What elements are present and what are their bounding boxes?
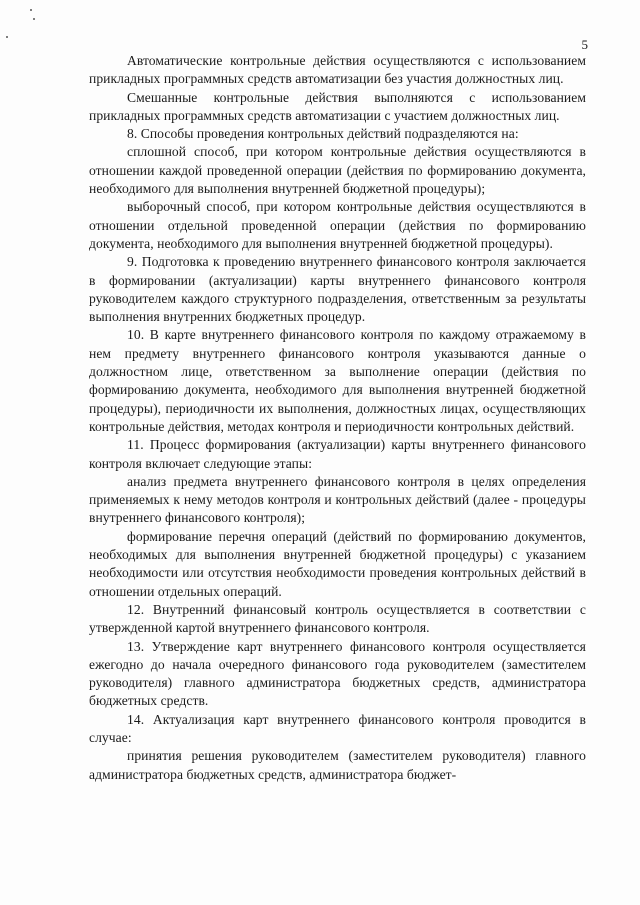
paragraph: Автоматические контрольные действия осуществляются с использованием прикладных программных средств автоматизации без участия должностных лиц. [89, 53, 586, 87]
paragraph: формирование перечня операций (действий по формированию документов, необходимых для выполнения внутренней бюджетной процедуры) с указанием необходимости или отсутствия необходимости проведения контрольных действий в отношении отдельных операций. [89, 528, 586, 599]
paragraph: 13. Утверждение карт внутреннего финансового контроля осуществляется ежегодно до начала очередного финансового года руководителем (заместителем руководителя) главного администратора бюджетных средств, администратора бюджетных средств. [89, 638, 586, 709]
paragraph: 14. Актуализация карт внутреннего финансового контроля проводится в случае: [89, 711, 586, 745]
page-number: 5 [581, 37, 588, 52]
paragraph: принятия решения руководителем (заместителем руководителя) главного администратора бюджетных средств, администратора бюджет- [89, 748, 586, 782]
scan-speck [30, 9, 32, 11]
paragraph: выборочный способ, при котором контрольные действия осуществляются в отношении отдельной проведенной операции (действия по формированию документа, необходимого для выполнения внутренней бюджетной процедуры). [89, 199, 586, 251]
paragraph: Смешанные контрольные действия выполняются с использованием прикладных программных средств автоматизации с участием должностных лиц. [89, 89, 586, 123]
paragraph: анализ предмета внутреннего финансового контроля в целях определения применяемых к нему методов контроля и контрольных действий (далее - процедуры внутреннего финансового контроля); [89, 473, 586, 526]
paragraph: 10. В карте внутреннего финансового контроля по каждому отражаемому в нем предмету внутреннего финансового контроля указываются данные о должностном лице, ответственном за выполнение операции (действия по формированию документа, необходимого для выполнения внутренней бюджетной процедуры), периодичности их выполнения, должностных лицах, осуществляющих контрольные действия, методах контроля и периодичности контрольных действий. [89, 327, 586, 434]
paragraph: 12. Внутренний финансовый контроль осуществляется в соответствии с утвержденной картой внутреннего финансового контроля. [89, 601, 586, 636]
scan-speck [33, 18, 35, 20]
paragraph: 9. Подготовка к проведению внутреннего финансового контроля заключается в формировании (актуализации) карты внутреннего финансового контроля руководителем каждого структурного подразделения, ответственным за результаты выполнения внутренних бюджетных процедур. [89, 254, 586, 325]
paragraph: сплошной способ, при котором контрольные действия осуществляются в отношении каждой проведенной операции (действия по формированию документа, необходимого для выполнения внутренней бюджетной процедуры); [89, 144, 586, 197]
paragraph: 8. Способы проведения контрольных действий подразделяются на: [127, 126, 519, 142]
paragraph: 11. Процесс формирования (актуализации) карты внутреннего финансового контроля включает следующие этапы: [89, 437, 586, 471]
body-text [89, 52, 586, 784]
scan-speck [6, 36, 8, 38]
